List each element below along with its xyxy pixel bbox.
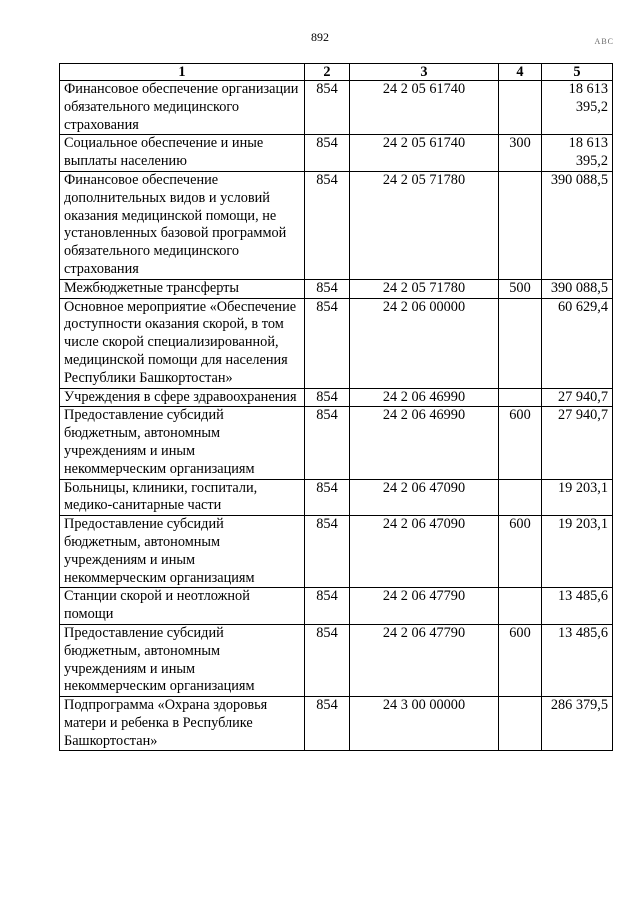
- row-name: Предоставление субсидий бюджетным, автономным учреждениям и иным некоммерческим организациям: [60, 624, 305, 696]
- row-sum: 286 379,5: [542, 697, 613, 751]
- row-sum: 13 485,6: [542, 624, 613, 696]
- row-sum: 18 613 395,2: [542, 135, 613, 172]
- row-name: Межбюджетные трансферты: [60, 279, 305, 298]
- table-row: [60, 407, 613, 479]
- row-vr: 600: [499, 407, 542, 479]
- row-ved: 854: [305, 388, 350, 407]
- row-vr: [499, 388, 542, 407]
- row-vr: [499, 479, 542, 516]
- page-number: 892: [311, 30, 329, 44]
- table-row: [60, 279, 613, 298]
- row-name: Станции скорой и неотложной помощи: [60, 588, 305, 625]
- row-csr: 24 2 06 46990: [350, 407, 499, 479]
- row-vr: 300: [499, 135, 542, 172]
- row-ved: 854: [305, 624, 350, 696]
- row-vr: [499, 588, 542, 625]
- table-row: [60, 697, 613, 751]
- table-row: [60, 388, 613, 407]
- row-sum: 60 629,4: [542, 298, 613, 388]
- row-name: Социальное обеспечение и иные выплаты населению: [60, 135, 305, 172]
- row-vr: 600: [499, 516, 542, 588]
- table-row: [60, 479, 613, 516]
- row-name: Учреждения в сфере здравоохранения: [60, 388, 305, 407]
- table-row: [60, 298, 613, 388]
- row-name: Финансовое обеспечение организации обязательного медицинского страхования: [60, 81, 305, 135]
- row-csr: 24 2 06 47090: [350, 479, 499, 516]
- row-csr: 24 2 05 71780: [350, 279, 499, 298]
- header-col-2: 2: [305, 64, 350, 81]
- row-vr: 500: [499, 279, 542, 298]
- table-row: [60, 135, 613, 172]
- row-csr: 24 2 06 47090: [350, 516, 499, 588]
- header-col-1: 1: [60, 64, 305, 81]
- row-sum: 27 940,7: [542, 388, 613, 407]
- row-name: Основное мероприятие «Обеспечение доступности оказания скорой, в том числе скорой специализированной, медицинской помощи для населения Республики Башкортостан»: [60, 298, 305, 388]
- row-name: Подпрограмма «Охрана здоровья матери и ребенка в Республике Башкортостан»: [60, 697, 305, 751]
- row-csr: 24 2 06 47790: [350, 624, 499, 696]
- row-sum: 27 940,7: [542, 407, 613, 479]
- row-ved: 854: [305, 697, 350, 751]
- row-csr: 24 2 06 47790: [350, 588, 499, 625]
- row-ved: 854: [305, 516, 350, 588]
- row-ved: 854: [305, 407, 350, 479]
- row-csr: 24 2 06 00000: [350, 298, 499, 388]
- row-name: Финансовое обеспечение дополнительных видов и условий оказания медицинской помощи, не установленных базовой программой обязательного медицинского страхования: [60, 171, 305, 279]
- row-csr: 24 2 06 46990: [350, 388, 499, 407]
- row-sum: 19 203,1: [542, 479, 613, 516]
- header-col-3: 3: [350, 64, 499, 81]
- row-vr: [499, 697, 542, 751]
- row-csr: 24 2 05 61740: [350, 135, 499, 172]
- header-col-4: 4: [499, 64, 542, 81]
- table-row: [60, 588, 613, 625]
- budget-table: [59, 63, 613, 751]
- row-csr: 24 2 05 61740: [350, 81, 499, 135]
- row-vr: [499, 171, 542, 279]
- row-ved: 854: [305, 479, 350, 516]
- header-col-5: 5: [542, 64, 613, 81]
- scan-mark: ABC: [594, 37, 614, 46]
- row-sum: 390 088,5: [542, 279, 613, 298]
- row-name: Больницы, клиники, госпитали, медико-санитарные части: [60, 479, 305, 516]
- table-row: [60, 516, 613, 588]
- row-sum: 13 485,6: [542, 588, 613, 625]
- row-ved: 854: [305, 81, 350, 135]
- row-ved: 854: [305, 298, 350, 388]
- row-name: Предоставление субсидий бюджетным, автономным учреждениям и иным некоммерческим организациям: [60, 516, 305, 588]
- table-row: [60, 81, 613, 135]
- row-sum: 18 613 395,2: [542, 81, 613, 135]
- row-csr: 24 3 00 00000: [350, 697, 499, 751]
- table-row: [60, 171, 613, 279]
- row-vr: 600: [499, 624, 542, 696]
- row-vr: [499, 298, 542, 388]
- row-name: Предоставление субсидий бюджетным, автономным учреждениям и иным некоммерческим организациям: [60, 407, 305, 479]
- row-ved: 854: [305, 279, 350, 298]
- row-csr: 24 2 05 71780: [350, 171, 499, 279]
- table-header: [60, 64, 613, 81]
- row-ved: 854: [305, 171, 350, 279]
- header-row: [60, 64, 613, 81]
- table-row: [60, 624, 613, 696]
- row-ved: 854: [305, 588, 350, 625]
- row-vr: [499, 81, 542, 135]
- row-sum: 390 088,5: [542, 171, 613, 279]
- row-sum: 19 203,1: [542, 516, 613, 588]
- row-ved: 854: [305, 135, 350, 172]
